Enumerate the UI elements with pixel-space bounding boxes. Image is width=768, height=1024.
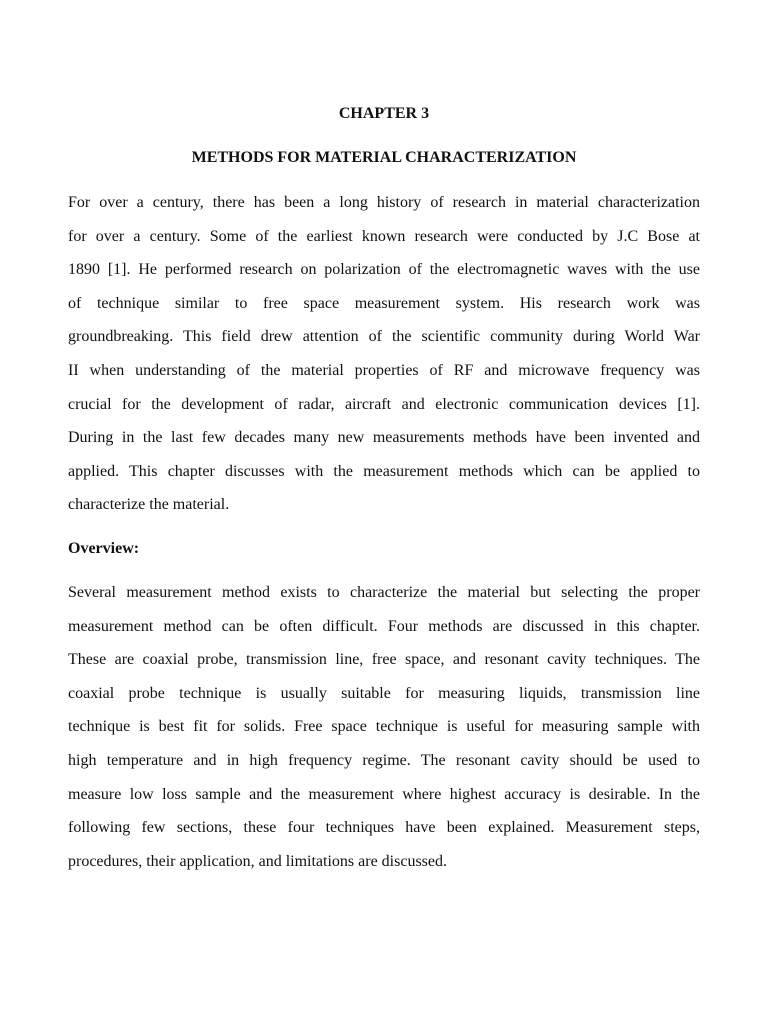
intro-paragraph <box>68 186 700 522</box>
paragraph-line: of technique similar to free space measurement system. His research work was <box>68 294 700 312</box>
paragraph-line: following few sections, these four techniques have been explained. Measurement steps, <box>68 819 700 837</box>
paragraph-line: Several measurement method exists to characterize the material but selecting the proper <box>68 584 700 601</box>
paragraph-line: characterize the material. <box>68 496 230 514</box>
paragraph-line: 1890 [1]. He performed research on polarization of the electromagnetic waves with the use <box>68 261 700 279</box>
paragraph-line: During in the last few decades many new measurements methods have been invented and <box>68 429 700 447</box>
paragraph-line: high temperature and in high frequency regime. The resonant cavity should be used to <box>68 751 700 769</box>
overview-paragraph <box>68 576 700 878</box>
paragraph-line: measure low loss sample and the measurement where highest accuracy is desirable. In the <box>68 785 700 803</box>
paragraph-line: For over a century, there has been a long history of research in material characterization <box>68 194 700 211</box>
paragraph-line: procedures, their application, and limitations are discussed. <box>68 852 447 870</box>
paragraph-line: groundbreaking. This field drew attention of the scientific community during World War <box>68 328 700 346</box>
paragraph-line: technique is best fit for solids. Free space technique is useful for measuring sample with <box>68 718 700 736</box>
paragraph-line: crucial for the development of radar, aircraft and electronic communication devices [1]. <box>68 395 700 413</box>
paragraph-line: II when understanding of the material properties of RF and microwave frequency was <box>68 361 700 379</box>
chapter-title: METHODS FOR MATERIAL CHARACTERIZATION <box>191 149 577 166</box>
paragraph-line: for over a century. Some of the earliest known research were conducted by J.C Bose at <box>68 227 700 245</box>
chapter-label: CHAPTER 3 <box>338 105 430 122</box>
paragraph-line: These are coaxial probe, transmission line, free space, and resonant cavity techniques. The <box>68 651 700 669</box>
paragraph-line: measurement method can be often difficult. Four methods are discussed in this chapter. <box>68 617 700 635</box>
paragraph-line: coaxial probe technique is usually suitable for measuring liquids, transmission line <box>68 684 700 702</box>
paragraph-line: applied. This chapter discusses with the measurement methods which can be applied to <box>68 462 700 480</box>
overview-heading: Overview: <box>68 540 140 557</box>
